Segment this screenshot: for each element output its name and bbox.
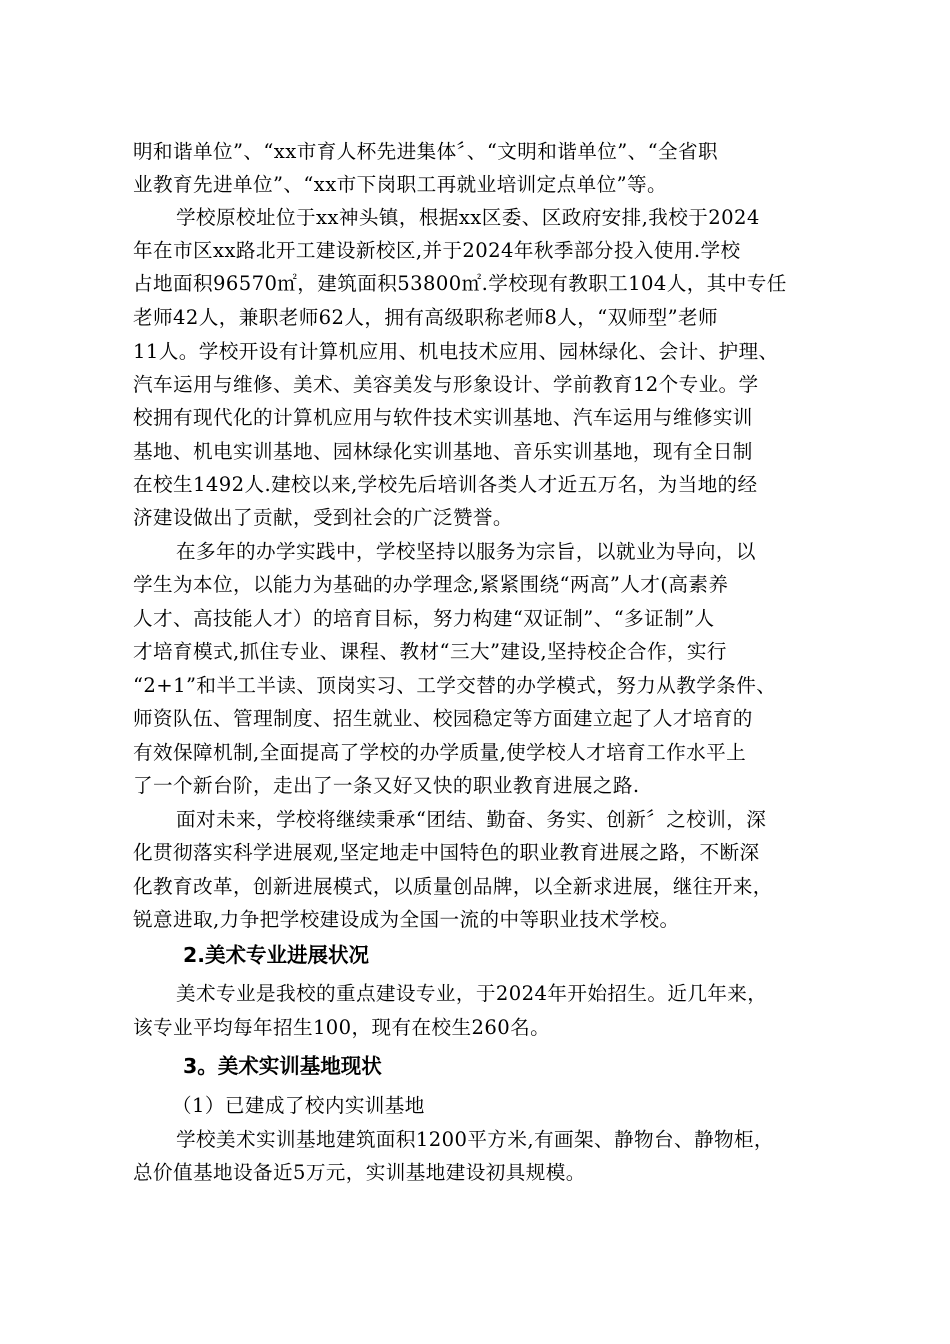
paragraph-4-line: 化教育改革，创新进展模式，以质量创品牌，以全新求进展，继往开来， bbox=[133, 875, 773, 898]
paragraph-4-line: 化贯彻落实科学进展观,坚定地走中国特色的职业教育进展之路，不断深 bbox=[133, 841, 760, 864]
paragraph-4-line: 面对未来，学校将继续秉承“团结、勤奋、务实、创新〞之校训，深 bbox=[176, 808, 767, 831]
paragraph-3-line: “2+1”和半工半读、顶岗实习、工学交替的办学模式，努力从教学条件、 bbox=[133, 674, 777, 697]
paragraph-2-line: 校拥有现代化的计算机应用与软件技术实训基地、汽车运用与维修实训 bbox=[133, 406, 753, 429]
paragraph-2-line: 老师42人，兼职老师62人，拥有高级职称老师8人，“双师型”老师 bbox=[133, 306, 719, 329]
paragraph-2-line: 基地、机电实训基地、园林绿化实训基地、音乐实训基地，现有全日制 bbox=[133, 440, 753, 463]
paragraph-3-line: 人才、高技能人才）的培育目标，努力构建“双证制”、“多证制”人 bbox=[133, 607, 715, 630]
section-heading-2: 2.美术专业进展状况 bbox=[183, 943, 370, 967]
paragraph-3-line: 才培育模式,抓住专业、课程、教材“三大”建设,坚持校企合作，实行 bbox=[133, 640, 727, 663]
paragraph-5-line: 美术专业是我校的重点建设专业，于2024年开始招生。近几年来， bbox=[176, 982, 768, 1005]
subheading-1: （1）已建成了校内实训基地 bbox=[172, 1094, 425, 1117]
paragraph-4-line: 锐意进取,力争把学校建设成为全国一流的中等职业技术学校。 bbox=[133, 908, 680, 931]
paragraph-2-line: 占地面积96570㎡，建筑面积53800㎡.学校现有教职工104人，其中专任 bbox=[133, 272, 787, 295]
paragraph-2-line: 汽车运用与维修、美术、美容美发与形象设计、学前教育12个专业。学 bbox=[133, 373, 759, 396]
paragraph-2-line: 年在市区xx路北开工建设新校区,并于2024年秋季部分投入使用.学校 bbox=[133, 239, 741, 262]
paragraph-2-line: 11人。学校开设有计算机应用、机电技术应用、园林绿化、会计、护理、 bbox=[133, 340, 779, 363]
paragraph-3-line: 师资队伍、管理制度、招生就业、校园稳定等方面建立起了人才培育的 bbox=[133, 707, 753, 730]
paragraph-2-line: 济建设做出了贡献，受到社会的广泛赞誉。 bbox=[133, 506, 513, 529]
paragraph-2-line: 学校原校址位于xx神头镇，根据xx区委、区政府安排,我校于2024 bbox=[176, 206, 760, 229]
paragraph-1-line: 明和谐单位”、“xx市育人杯先进集体〞、“文明和谐单位”、“全省职 bbox=[133, 140, 719, 163]
paragraph-1-line: 业教育先进单位”、“xx市下岗职工再就业培训定点单位”等。 bbox=[133, 173, 668, 196]
paragraph-3-line: 有效保障机制,全面提高了学校的办学质量,使学校人才培育工作水平上 bbox=[133, 741, 747, 764]
paragraph-3-line: 在多年的办学实践中，学校坚持以服务为宗旨，以就业为导向，以 bbox=[176, 540, 756, 563]
paragraph-6-line: 学校美术实训基地建筑面积1200平方米,有画架、静物台、静物柜， bbox=[176, 1128, 774, 1151]
paragraph-2-line: 在校生1492人.建校以来,学校先后培训各类人才近五万名，为当地的经 bbox=[133, 473, 758, 496]
paragraph-6-line: 总价值基地设备近5万元，实训基地建设初具规模。 bbox=[133, 1161, 586, 1184]
paragraph-3-line: 了一个新台阶，走出了一条又好又快的职业教育进展之路. bbox=[133, 774, 640, 797]
paragraph-5-line: 该专业平均每年招生100，现有在校生260名。 bbox=[133, 1016, 551, 1039]
paragraph-3-line: 学生为本位，以能力为基础的办学理念,紧紧围绕“两高”人才(高素养 bbox=[133, 573, 729, 596]
section-heading-3: 3。美术实训基地现状 bbox=[183, 1054, 382, 1078]
